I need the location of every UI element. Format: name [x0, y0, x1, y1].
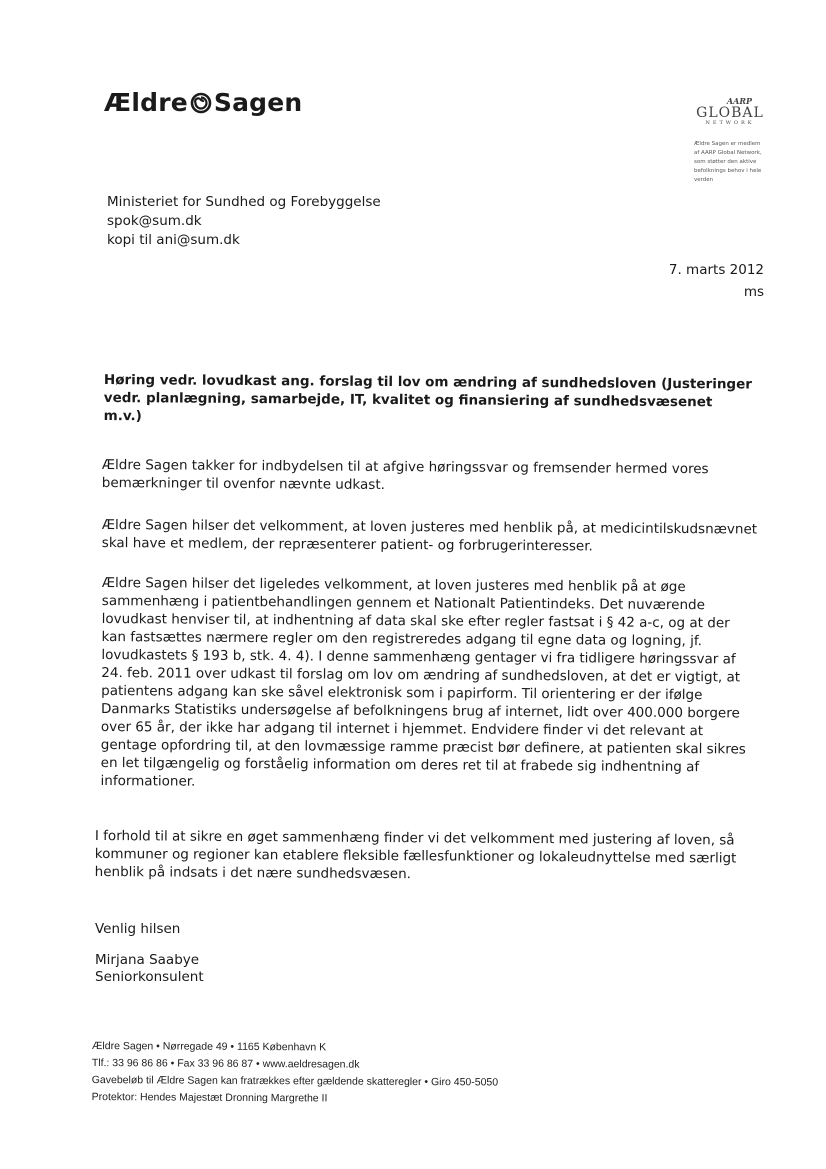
paragraph-line: Danmarks Statistiks undersøgelse af befolkningens brug af internet, lidt over 400.000 borgere — [101, 700, 740, 722]
logo-text-left: Ældre — [104, 88, 188, 117]
aarp-note-line: som støtter den aktive — [694, 159, 757, 165]
footer-address: Ældre Sagen • Nørregade 49 • 1165 København K — [91, 1040, 327, 1054]
author-initials: ms — [743, 284, 764, 300]
paragraph-3 — [100, 574, 746, 794]
paragraph-4 — [95, 827, 755, 886]
aarp-note — [694, 140, 774, 185]
recipient-block — [107, 193, 381, 250]
footer-patron: Protektor: Hendes Majestæt Dronning Margrethe II — [91, 1090, 328, 1105]
signature-block — [95, 952, 204, 986]
aarp-note-line: Ældre Sagen er medlem — [694, 141, 761, 147]
subject-line: Høring vedr. lovudkast ang. forslag til lov om ændring af sundhedsloven (Justeringer — [103, 371, 752, 393]
paragraph-line: lovudkastets § 193 b, stk. 4. 4). I denne sammenhæng gentager vi fra tidligere høringssvar af — [101, 646, 736, 668]
paragraph-line: 24. feb. 2011 over udkast til forslag om lov om ændring af sundhedsloven, at det er vigtigt, at — [101, 664, 741, 686]
subject-heading — [104, 371, 784, 430]
paragraph-line: informationer. — [100, 772, 196, 790]
recipient-email: spok@sum.dk — [107, 213, 202, 229]
logo-text-right: Sagen — [213, 88, 303, 117]
letter-date: 7. marts 2012 — [668, 262, 764, 278]
paragraph-line: gentage opfordring til, at den lovmæssige ramme præcist bør definere, at patienten skal sikres — [100, 736, 746, 758]
aarp-global-network-logo — [690, 96, 770, 126]
paragraph-line: patientens adgang kan ske såvel elektronisk som i papirform. Til orientering er der ifølge — [101, 682, 703, 704]
paragraph-line: sammenhæng i patientbehandlingen gennem et Nationalt Patientindeks. Det nuværende — [101, 592, 705, 614]
paragraph-line: kan fastsættes nærmere regler om den registreredes adgang til egne data og logning, jf. — [101, 628, 703, 650]
recipient-cc: kopi til ani@sum.dk — [107, 232, 240, 248]
paragraph-2 — [101, 516, 758, 556]
footer-tax-note: Gavebeløb til Ældre Sagen kan fratrækkes efter gældende skatteregler • Giro 450-5050 — [91, 1073, 499, 1089]
paragraph-line: lovudkast henviser til, at indhentning af data skal ske efter regler fastsat i § 42 a-c, og at der — [101, 610, 730, 632]
global-label: GLOBAL — [696, 105, 764, 121]
date-block — [560, 259, 764, 303]
closing-greeting: Venlig hilsen — [95, 921, 181, 937]
subject-line: m.v.) — [103, 407, 142, 425]
subject-line: vedr. planlægning, samarbejde, IT, kvalitet og finansiering af sundhedsvæsenet — [103, 389, 713, 411]
paragraph-line: skal have et medlem, der repræsenterer patient- og forbrugerinteresser. — [101, 534, 593, 555]
paragraph-line: bemærkninger til ovenfor nævnte udkast. — [101, 474, 385, 493]
paragraph-1 — [102, 456, 742, 496]
footer-contact: Tlf.: 33 96 86 86 • Fax 33 96 86 87 • www.aeldresagen.dk — [91, 1056, 360, 1071]
spiral-logo-icon — [190, 92, 212, 114]
paragraph-line: Ældre Sagen hilser det velkomment, at loven justeres med henblik på, at medicintilskudsnævnet — [101, 517, 758, 538]
paragraph-line: over 65 år, der ikke har adgang til internet i hjemmet. Endvidere finder vi det relevant at — [100, 718, 704, 740]
signer-name: Mirjana Saabye — [95, 952, 200, 968]
letter-footer — [92, 1038, 499, 1108]
network-label: NETWORK — [705, 120, 755, 126]
aarp-note-line: verden — [694, 177, 714, 183]
paragraph-line: Ældre Sagen takker for indbydelsen til at afgive høringssvar og fremsender hermed vores — [101, 456, 709, 478]
aeldre-sagen-logo — [104, 88, 302, 117]
paragraph-line: I forhold til at sikre en øget sammenhæng finder vi det velkomment med justering af loven, så — [94, 828, 735, 849]
recipient-name: Ministeriet for Sundhed og Forebyggelse — [107, 194, 381, 210]
paragraph-line: henblik på indsats i det nære sundhedsvæsen. — [94, 863, 412, 883]
aarp-note-line: af AARP Global Network, — [694, 150, 762, 156]
signer-title: Seniorkonsulent — [95, 969, 204, 985]
aarp-label: AARP — [726, 96, 752, 106]
paragraph-line: kommuner og regioner kan etablere fleksible fællesfunktioner og lokaleudnyttelse med særligt — [94, 845, 737, 867]
aarp-note-line: befolknings behov i hele — [694, 168, 762, 174]
paragraph-line: Ældre Sagen hilser det ligeledes velkomment, at loven justeres med henblik på at øge — [101, 575, 686, 596]
paragraph-line: en let tilgængelig og forståelig information om deres ret til at frabede sig indhentning af — [100, 754, 700, 776]
